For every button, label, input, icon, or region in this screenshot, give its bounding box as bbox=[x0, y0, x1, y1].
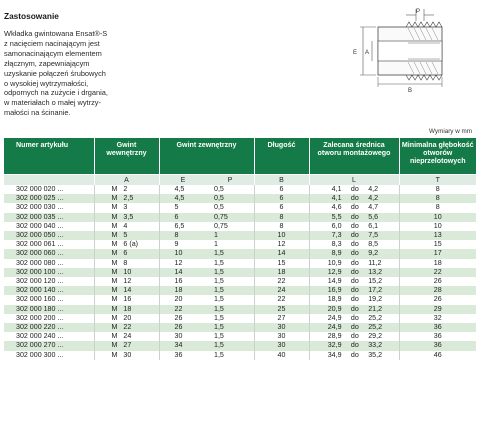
table-row bbox=[4, 185, 476, 194]
cell-hole-diameter bbox=[309, 286, 399, 295]
cell-p: 1,5 bbox=[214, 277, 224, 286]
hole-min: 16,9 bbox=[327, 286, 342, 295]
hole-max: 29,2 bbox=[368, 332, 383, 341]
subheader-e-p bbox=[159, 175, 254, 186]
description bbox=[4, 29, 139, 118]
hole-max: 21,2 bbox=[368, 304, 383, 313]
subheader-b: B bbox=[254, 175, 309, 186]
cell-length: 22 bbox=[254, 277, 309, 286]
thread-prefix: M bbox=[111, 194, 118, 203]
hole-min: 10,9 bbox=[327, 258, 342, 267]
hole-to: do bbox=[350, 258, 359, 267]
cell-e: 36 bbox=[174, 350, 183, 359]
hole-to: do bbox=[350, 332, 359, 341]
cell-external-thread bbox=[159, 194, 254, 203]
cell-e: 4,5 bbox=[174, 185, 185, 193]
cell-external-thread bbox=[159, 259, 254, 268]
cell-length: 24 bbox=[254, 286, 309, 295]
thread-size: 27 bbox=[123, 341, 132, 350]
cell-e: 8 bbox=[174, 231, 179, 240]
cell-article: 302 000 180 ... bbox=[4, 305, 94, 314]
cell-length: 40 bbox=[254, 351, 309, 360]
hole-min: 8,3 bbox=[331, 240, 342, 249]
cell-hole-diameter bbox=[309, 332, 399, 341]
cell-article: 302 000 160 ... bbox=[4, 295, 94, 304]
cell-min-depth: 8 bbox=[399, 194, 476, 203]
cell-length: 25 bbox=[254, 305, 309, 314]
hole-min: 24,9 bbox=[327, 313, 342, 322]
hole-to: do bbox=[350, 203, 359, 212]
subheader-e: E bbox=[180, 176, 186, 184]
cell-e: 9 bbox=[174, 240, 179, 249]
table-row bbox=[4, 286, 476, 295]
hole-min: 20,9 bbox=[327, 304, 342, 313]
insert-drawing bbox=[350, 5, 466, 93]
thread-size: 3,5 bbox=[123, 212, 134, 221]
thread-prefix: M bbox=[111, 332, 118, 341]
cell-internal-thread bbox=[94, 268, 159, 277]
cell-article: 302 000 040 ... bbox=[4, 222, 94, 231]
header-min-depth: Minimalna głębokość otworów nieprzelotowych bbox=[399, 138, 476, 175]
cell-internal-thread bbox=[94, 277, 159, 286]
thread-size: 22 bbox=[123, 323, 132, 332]
cell-length: 30 bbox=[254, 341, 309, 350]
hole-min: 4,6 bbox=[331, 203, 342, 212]
cell-external-thread bbox=[159, 332, 254, 341]
hole-min: 6,0 bbox=[331, 221, 342, 230]
table-row bbox=[4, 213, 476, 222]
thread-size: 14 bbox=[123, 286, 132, 295]
cell-external-thread bbox=[159, 341, 254, 350]
cell-length: 6 bbox=[254, 185, 309, 194]
cell-external-thread bbox=[159, 203, 254, 212]
hole-to: do bbox=[350, 249, 359, 258]
subheader-p: P bbox=[227, 176, 233, 184]
cell-hole-diameter bbox=[309, 314, 399, 323]
hole-to: do bbox=[350, 286, 359, 295]
cell-length: 22 bbox=[254, 295, 309, 304]
thread-size: 24 bbox=[123, 332, 132, 341]
description-line: o wysokiej wytrzymałości, bbox=[4, 78, 89, 88]
hole-max: 35,2 bbox=[368, 350, 383, 359]
cell-external-thread bbox=[159, 222, 254, 231]
cell-min-depth: 26 bbox=[399, 277, 476, 286]
cell-p: 1,5 bbox=[214, 350, 224, 359]
description-line: z nacięciem nacinającym jest bbox=[4, 38, 100, 48]
hole-max: 9,2 bbox=[368, 249, 379, 258]
cell-min-depth: 15 bbox=[399, 240, 476, 249]
cell-article: 302 000 240 ... bbox=[4, 332, 94, 341]
hole-max: 7,5 bbox=[368, 231, 379, 240]
thread-prefix: M bbox=[111, 258, 118, 267]
table-row bbox=[4, 268, 476, 277]
hole-max: 25,2 bbox=[368, 323, 383, 332]
cell-min-depth: 32 bbox=[399, 314, 476, 323]
description-line: w materiałach o małej wytrzy- bbox=[4, 98, 101, 108]
hole-min: 18,9 bbox=[327, 295, 342, 304]
section-title: Zastosowanie bbox=[4, 11, 59, 21]
cell-hole-diameter bbox=[309, 185, 399, 194]
cell-min-depth: 13 bbox=[399, 231, 476, 240]
cell-min-depth: 8 bbox=[399, 185, 476, 194]
thread-size: 12 bbox=[123, 277, 132, 286]
thread-prefix: M bbox=[111, 286, 118, 295]
cell-internal-thread bbox=[94, 332, 159, 341]
hole-to: do bbox=[350, 313, 359, 322]
cell-e: 26 bbox=[174, 313, 183, 322]
description-line: Wkładka gwintowana Ensat®-S bbox=[4, 29, 108, 38]
label-e: E bbox=[353, 50, 358, 56]
cell-p: 1,5 bbox=[214, 323, 224, 332]
cell-internal-thread bbox=[94, 203, 159, 212]
cell-internal-thread bbox=[94, 222, 159, 231]
thread-size: 3 bbox=[123, 203, 128, 212]
cell-hole-diameter bbox=[309, 341, 399, 350]
cell-length: 10 bbox=[254, 231, 309, 240]
header-internal-thread: Gwint wewnętrzny bbox=[94, 138, 159, 175]
cell-length: 30 bbox=[254, 323, 309, 332]
cell-article: 302 000 035 ... bbox=[4, 213, 94, 222]
hole-min: 34,9 bbox=[327, 350, 342, 359]
cell-article: 302 000 020 ... bbox=[4, 185, 94, 194]
thread-prefix: M bbox=[111, 212, 118, 221]
hole-min: 32,9 bbox=[327, 341, 342, 350]
hole-to: do bbox=[350, 194, 359, 203]
cell-length: 6 bbox=[254, 194, 309, 203]
cell-p: 1,5 bbox=[214, 332, 224, 341]
cell-p: 1,5 bbox=[214, 295, 224, 304]
cell-p: 1 bbox=[214, 240, 218, 249]
hole-to: do bbox=[350, 212, 359, 221]
thread-size: 18 bbox=[123, 304, 132, 313]
table-row bbox=[4, 240, 476, 249]
thread-prefix: M bbox=[111, 203, 118, 212]
thread-size: 8 bbox=[123, 258, 128, 267]
hole-min: 14,9 bbox=[327, 277, 342, 286]
cell-length: 12 bbox=[254, 240, 309, 249]
cell-external-thread bbox=[159, 314, 254, 323]
cell-article: 302 000 120 ... bbox=[4, 277, 94, 286]
hole-min: 7,3 bbox=[331, 231, 342, 240]
table-row bbox=[4, 277, 476, 286]
cell-length: 15 bbox=[254, 259, 309, 268]
cell-min-depth: 22 bbox=[399, 268, 476, 277]
cell-e: 12 bbox=[174, 258, 183, 267]
cell-internal-thread bbox=[94, 259, 159, 268]
cell-e: 14 bbox=[174, 267, 183, 276]
cell-external-thread bbox=[159, 231, 254, 240]
cell-internal-thread bbox=[94, 194, 159, 203]
cell-external-thread bbox=[159, 268, 254, 277]
table-row bbox=[4, 249, 476, 258]
cell-length: 8 bbox=[254, 213, 309, 222]
cell-external-thread bbox=[159, 323, 254, 332]
cell-hole-diameter bbox=[309, 203, 399, 212]
thread-size: 5 bbox=[123, 231, 128, 240]
hole-to: do bbox=[350, 304, 359, 313]
cell-length: 18 bbox=[254, 268, 309, 277]
cell-hole-diameter bbox=[309, 240, 399, 249]
cell-length: 6 bbox=[254, 203, 309, 212]
hole-min: 24,9 bbox=[327, 323, 342, 332]
cell-article: 302 000 200 ... bbox=[4, 314, 94, 323]
table-row bbox=[4, 351, 476, 360]
cell-external-thread bbox=[159, 286, 254, 295]
cell-p: 1,5 bbox=[214, 304, 224, 313]
header-length: Długość bbox=[254, 138, 309, 175]
hole-max: 4,7 bbox=[368, 203, 379, 212]
hole-to: do bbox=[350, 267, 359, 276]
cell-p: 1,5 bbox=[214, 286, 224, 295]
table-row bbox=[4, 194, 476, 203]
description-line: złącznym, zapewniającym bbox=[4, 58, 90, 68]
cell-min-depth: 26 bbox=[399, 295, 476, 304]
thread-size: 6 (a) bbox=[123, 240, 139, 249]
cell-internal-thread bbox=[94, 305, 159, 314]
cell-length: 27 bbox=[254, 314, 309, 323]
cell-external-thread bbox=[159, 277, 254, 286]
cell-p: 1,5 bbox=[214, 258, 224, 267]
cell-article: 302 000 100 ... bbox=[4, 268, 94, 277]
cell-internal-thread bbox=[94, 231, 159, 240]
cell-hole-diameter bbox=[309, 323, 399, 332]
cell-p: 0,75 bbox=[214, 221, 228, 230]
cell-hole-diameter bbox=[309, 213, 399, 222]
cell-article: 302 000 061 ... bbox=[4, 240, 94, 249]
cell-internal-thread bbox=[94, 249, 159, 258]
thread-prefix: M bbox=[111, 295, 118, 304]
cell-min-depth: 10 bbox=[399, 222, 476, 231]
hole-to: do bbox=[350, 240, 359, 249]
description-line: samonacinającym elementem bbox=[4, 48, 102, 58]
cell-hole-diameter bbox=[309, 249, 399, 258]
hole-to: do bbox=[350, 221, 359, 230]
cell-hole-diameter bbox=[309, 351, 399, 360]
cell-p: 0,5 bbox=[214, 194, 224, 203]
cell-external-thread bbox=[159, 295, 254, 304]
label-a: A bbox=[365, 50, 370, 56]
table-row bbox=[4, 341, 476, 350]
hole-min: 5,5 bbox=[331, 212, 342, 221]
cell-min-depth: 18 bbox=[399, 259, 476, 268]
thread-prefix: M bbox=[111, 185, 118, 193]
table-row bbox=[4, 323, 476, 332]
hole-max: 8,5 bbox=[368, 240, 379, 249]
hole-to: do bbox=[350, 341, 359, 350]
cell-hole-diameter bbox=[309, 259, 399, 268]
cell-internal-thread bbox=[94, 351, 159, 360]
thread-size: 10 bbox=[123, 267, 132, 276]
table-row bbox=[4, 305, 476, 314]
cell-min-depth: 17 bbox=[399, 249, 476, 258]
cell-e: 26 bbox=[174, 323, 183, 332]
cell-internal-thread bbox=[94, 295, 159, 304]
header-article: Numer artykułu bbox=[4, 138, 94, 175]
hole-max: 4,2 bbox=[368, 194, 379, 203]
header-external-thread: Gwint zewnętrzny bbox=[159, 138, 254, 175]
thread-prefix: M bbox=[111, 240, 118, 249]
subheader-empty bbox=[4, 175, 94, 186]
cell-article: 302 000 025 ... bbox=[4, 194, 94, 203]
description-line: odpornych na zużycie i drgania, bbox=[4, 88, 108, 98]
thread-prefix: M bbox=[111, 341, 118, 350]
cell-min-depth: 10 bbox=[399, 213, 476, 222]
cell-min-depth: 46 bbox=[399, 351, 476, 360]
thread-prefix: M bbox=[111, 267, 118, 276]
hole-max: 5,6 bbox=[368, 212, 379, 221]
thread-prefix: M bbox=[111, 231, 118, 240]
hole-max: 33,2 bbox=[368, 341, 383, 350]
cell-p: 1 bbox=[214, 231, 218, 240]
cell-hole-diameter bbox=[309, 295, 399, 304]
cell-length: 30 bbox=[254, 332, 309, 341]
hole-to: do bbox=[350, 185, 359, 193]
cell-p: 1,5 bbox=[214, 267, 224, 276]
hole-to: do bbox=[350, 350, 359, 359]
cell-article: 302 000 080 ... bbox=[4, 259, 94, 268]
hole-max: 11,2 bbox=[368, 258, 382, 267]
cell-min-depth: 28 bbox=[399, 286, 476, 295]
cell-min-depth: 29 bbox=[399, 305, 476, 314]
cell-hole-diameter bbox=[309, 222, 399, 231]
hole-to: do bbox=[350, 323, 359, 332]
cell-e: 22 bbox=[174, 304, 183, 313]
thread-size: 20 bbox=[123, 313, 132, 322]
description-line: małości na ścinanie. bbox=[4, 108, 71, 118]
cell-e: 16 bbox=[174, 277, 183, 286]
cell-external-thread bbox=[159, 240, 254, 249]
cell-article: 302 000 140 ... bbox=[4, 286, 94, 295]
thread-prefix: M bbox=[111, 313, 118, 322]
hole-min: 12,9 bbox=[327, 267, 342, 276]
hole-max: 19,2 bbox=[368, 295, 383, 304]
cell-internal-thread bbox=[94, 341, 159, 350]
cell-hole-diameter bbox=[309, 231, 399, 240]
cell-internal-thread bbox=[94, 213, 159, 222]
cell-external-thread bbox=[159, 351, 254, 360]
thread-size: 6 bbox=[123, 249, 128, 258]
hole-min: 4,1 bbox=[331, 185, 342, 193]
hole-min: 28,9 bbox=[327, 332, 342, 341]
cell-hole-diameter bbox=[309, 277, 399, 286]
thread-size: 30 bbox=[123, 350, 132, 359]
cell-min-depth: 36 bbox=[399, 332, 476, 341]
cell-external-thread bbox=[159, 249, 254, 258]
description-line: uzyskanie połączeń śrubowych bbox=[4, 68, 106, 78]
cell-e: 34 bbox=[174, 341, 183, 350]
units-note: Wymiary w mm bbox=[429, 128, 472, 135]
table-row bbox=[4, 295, 476, 304]
cell-external-thread bbox=[159, 305, 254, 314]
subheader-a: A bbox=[94, 175, 159, 186]
cell-min-depth: 36 bbox=[399, 341, 476, 350]
thread-size: 16 bbox=[123, 295, 132, 304]
table-row bbox=[4, 231, 476, 240]
cell-length: 8 bbox=[254, 222, 309, 231]
cell-article: 302 000 050 ... bbox=[4, 231, 94, 240]
cell-article: 302 000 220 ... bbox=[4, 323, 94, 332]
cell-external-thread bbox=[159, 213, 254, 222]
thread-prefix: M bbox=[111, 350, 118, 359]
hole-max: 4,2 bbox=[368, 185, 379, 193]
cell-article: 302 000 270 ... bbox=[4, 341, 94, 350]
cell-internal-thread bbox=[94, 314, 159, 323]
thread-prefix: M bbox=[111, 221, 118, 230]
table-row bbox=[4, 314, 476, 323]
thread-prefix: M bbox=[111, 277, 118, 286]
thread-size: 2,5 bbox=[123, 194, 134, 203]
cell-internal-thread bbox=[94, 240, 159, 249]
cell-e: 6,5 bbox=[174, 221, 185, 230]
cell-length: 14 bbox=[254, 249, 309, 258]
cell-p: 1,5 bbox=[214, 341, 224, 350]
thread-size: 2 bbox=[123, 185, 128, 193]
hole-max: 6,1 bbox=[368, 221, 379, 230]
cell-min-depth: 36 bbox=[399, 323, 476, 332]
thread-prefix: M bbox=[111, 304, 118, 313]
subheader-l: L bbox=[309, 175, 399, 186]
hole-max: 13,2 bbox=[368, 267, 383, 276]
cell-e: 20 bbox=[174, 295, 183, 304]
cell-p: 0,5 bbox=[214, 203, 224, 212]
cell-e: 5 bbox=[174, 203, 179, 212]
hole-to: do bbox=[350, 231, 359, 240]
hole-to: do bbox=[350, 295, 359, 304]
cell-internal-thread bbox=[94, 185, 159, 194]
subheader-t: T bbox=[399, 175, 476, 186]
cell-external-thread bbox=[159, 185, 254, 194]
cell-min-depth: 8 bbox=[399, 203, 476, 212]
label-p: P bbox=[416, 9, 421, 15]
cell-p: 0,75 bbox=[214, 212, 228, 221]
header-hole-diameter: Zalecana średnica otworu montażowego bbox=[309, 138, 399, 175]
thread-prefix: M bbox=[111, 249, 118, 258]
table-row bbox=[4, 332, 476, 341]
cell-e: 4,5 bbox=[174, 194, 185, 203]
cell-article: 302 000 060 ... bbox=[4, 249, 94, 258]
cell-internal-thread bbox=[94, 323, 159, 332]
cell-p: 1,5 bbox=[214, 313, 224, 322]
thread-prefix: M bbox=[111, 323, 118, 332]
thread-size: 4 bbox=[123, 221, 128, 230]
cell-article: 302 000 030 ... bbox=[4, 203, 94, 212]
hole-max: 25,2 bbox=[368, 313, 383, 322]
cell-p: 0,5 bbox=[214, 185, 224, 193]
table-row bbox=[4, 222, 476, 231]
cell-hole-diameter bbox=[309, 268, 399, 277]
hole-max: 17,2 bbox=[368, 286, 383, 295]
cell-e: 6 bbox=[174, 212, 179, 221]
cell-hole-diameter bbox=[309, 194, 399, 203]
cell-hole-diameter bbox=[309, 305, 399, 314]
table-body bbox=[4, 185, 476, 360]
hole-min: 8,9 bbox=[331, 249, 342, 258]
hole-to: do bbox=[350, 277, 359, 286]
table-row bbox=[4, 203, 476, 212]
cell-e: 18 bbox=[174, 286, 183, 295]
spec-table bbox=[4, 138, 476, 360]
hole-max: 15,2 bbox=[368, 277, 383, 286]
cell-article: 302 000 300 ... bbox=[4, 351, 94, 360]
label-b: B bbox=[408, 88, 413, 93]
cell-p: 1,5 bbox=[214, 249, 224, 258]
cell-e: 30 bbox=[174, 332, 183, 341]
cell-internal-thread bbox=[94, 286, 159, 295]
cell-e: 10 bbox=[174, 249, 183, 258]
hole-min: 4,1 bbox=[331, 194, 342, 203]
table-row bbox=[4, 259, 476, 268]
